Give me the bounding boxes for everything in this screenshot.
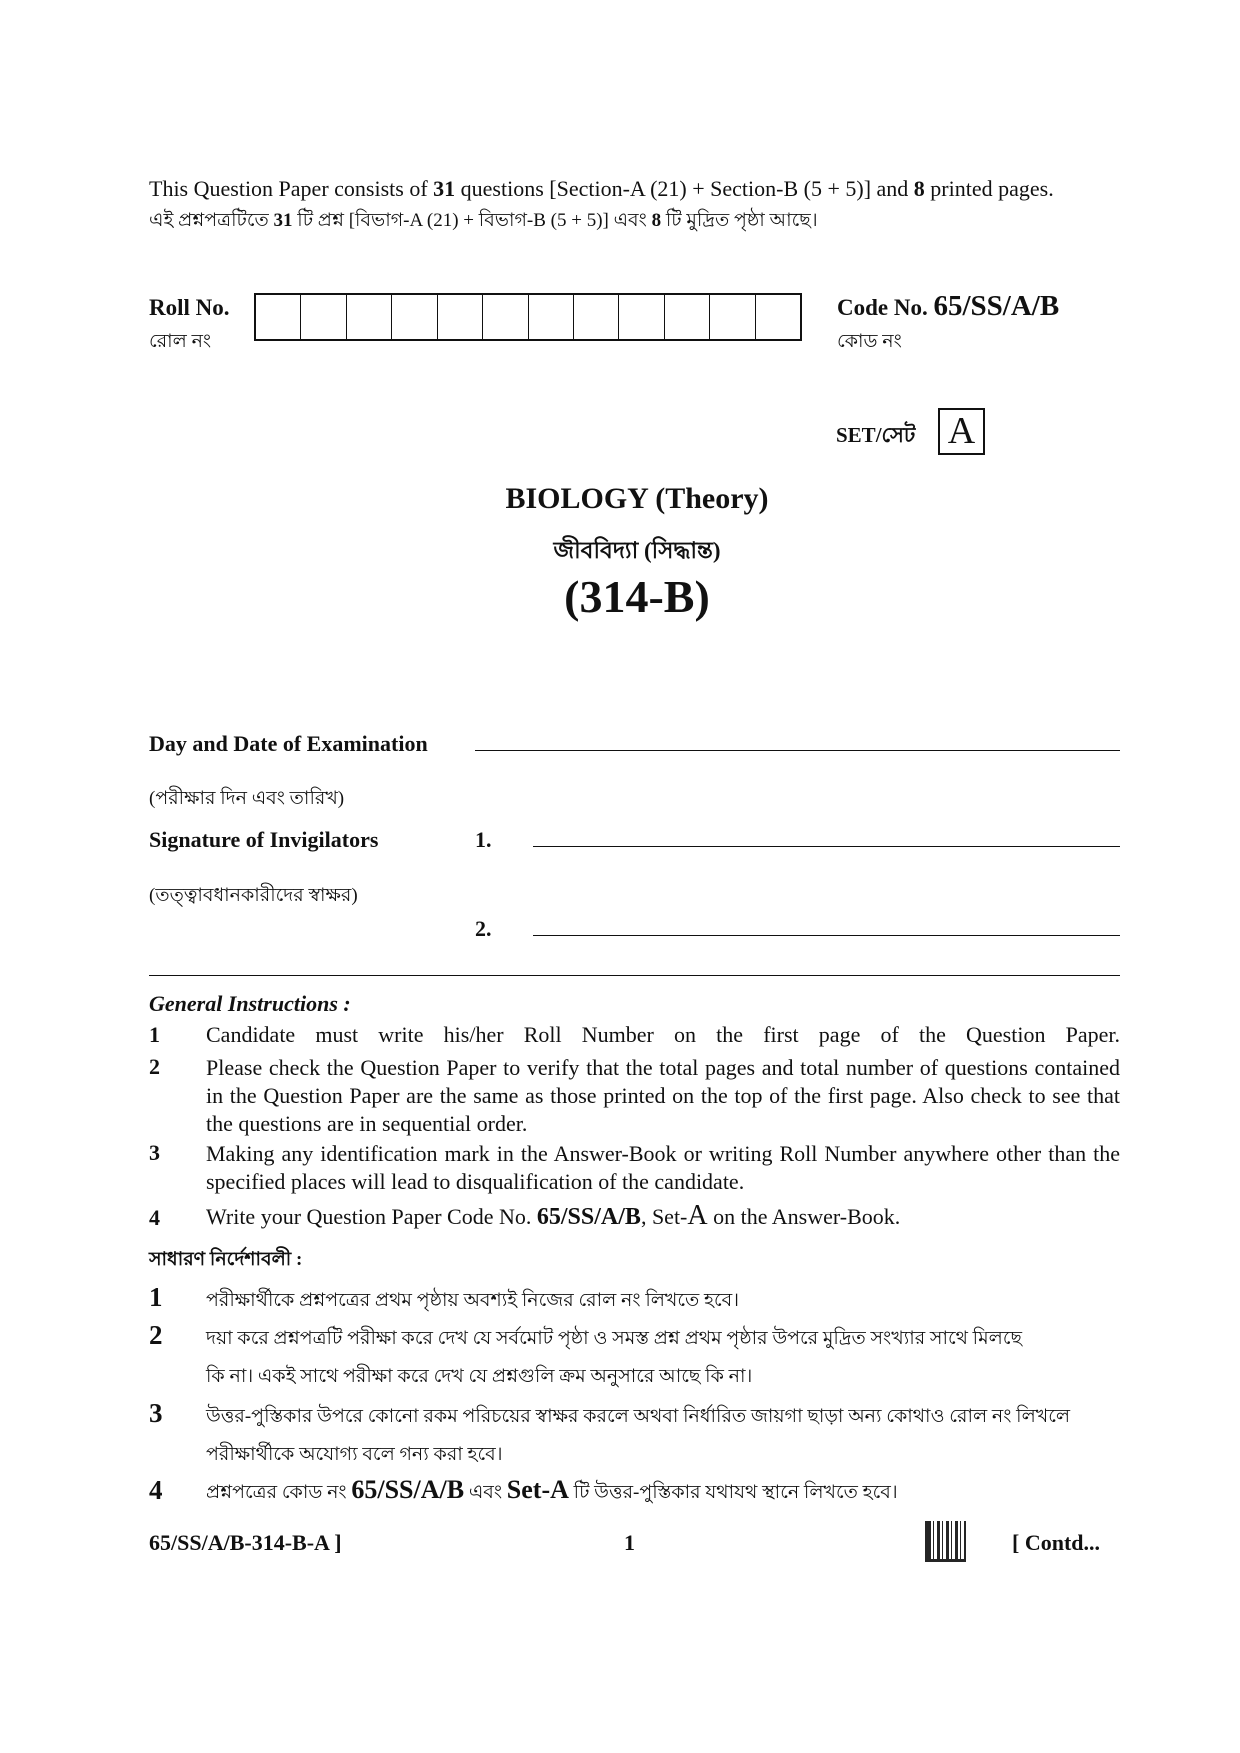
paper-summary-bn: এই প্রশ্নপত্রটিতে 31 টি প্রশ্ন [বিভাগ-A (21) + বিভাগ-B (5 + 5)] এবং 8 টি মুদ্রিত পৃষ্ঠা আছে। [149, 210, 818, 231]
instruction-text-bn: পরীক্ষার্থীকে অযোগ্য বলে গন্য করা হবে। [206, 1444, 503, 1465]
instruction-text: Write your Question Paper Code No. 65/SS/A/B, Set-A on the Answer-Book. [206, 1200, 901, 1231]
instruction-text-bn: পরীক্ষার্থীকে প্রশ্নপত্রের প্রথম পৃষ্ঠায় অবশ্যই নিজের রোল নং লিখতে হবে। [206, 1290, 740, 1311]
code-number: Code No. 65/SS/A/B [837, 290, 1060, 322]
instruction-number: 2 [149, 1054, 160, 1079]
set-value-box: A [938, 408, 985, 455]
instruction-text-bn: প্রশ্নপত্রের কোড নং 65/SS/A/B এবং Set-A টি উত্তর-পুস্তিকার যথাযথ স্থানে লিখতে হবে। [206, 1475, 898, 1504]
exam-date-line[interactable] [475, 750, 1120, 751]
paper-summary-en: This Question Paper consists of 31 questions [Section-A (21) + Section-B (5 + 5)] and 8 printed pages. [149, 176, 1054, 201]
footer-paper-code: 65/SS/A/B-314-B-A ] [149, 1530, 342, 1555]
subject-title-bn: জীববিদ্যা (সিদ্ধান্ত) [553, 538, 721, 563]
instruction-number: 3 [149, 1398, 163, 1428]
general-instructions-heading-bn: সাধারণ নির্দেশাবলী : [149, 1249, 303, 1270]
general-instructions-heading: General Instructions : [149, 991, 351, 1016]
signature-1-line[interactable] [533, 846, 1120, 847]
instruction-text: Making any identification mark in the Answer-Book or writing Roll Number anywhere other than the specified places will lead to disqualification of the candidate. [206, 1141, 1120, 1194]
instruction-text-bn: উত্তর-পুস্তিকার উপরে কোনো রকম পরিচয়ের স্বাক্ষর করলে অথবা নির্ধারিত জায়গা ছাড়া অন্য কোথাও রোল নং লিখলে [206, 1406, 1071, 1427]
roll-label: Roll No. [149, 295, 230, 320]
instruction-number: 3 [149, 1140, 160, 1165]
instruction-text-bn: কি না। একই সাথে পরীক্ষা করে দেখ যে প্রশ্নগুলি ক্রম অনুসারে আছে কি না। [206, 1366, 753, 1387]
invigilator-signature-label: Signature of Invigilators [149, 827, 379, 852]
instruction-text: Please check the Question Paper to verify that the total pages and total number of questions contained in the Question Paper are the same as those printed on the top of the first page. Also check to see that the questions are in sequential order. [206, 1055, 1120, 1136]
instruction-number: 2 [149, 1320, 163, 1350]
instruction-text: Candidate must write his/her Roll Number on the first page of the Question Paper. [206, 1022, 1120, 1047]
subject-code: (314-B) [564, 571, 710, 622]
continued-label: [ Contd... [1012, 1530, 1101, 1555]
signature-2-label: 2. [475, 916, 492, 941]
exam-date-label: Day and Date of Examination [149, 731, 428, 756]
set-label: SET/সেট [836, 423, 916, 447]
instruction-number: 1 [149, 1282, 163, 1312]
roll-label-bn: রোল নং [149, 331, 212, 352]
signature-2-line[interactable] [533, 935, 1120, 936]
code-label-bn: কোড নং [837, 331, 902, 352]
divider [149, 975, 1120, 976]
instruction-number: 4 [149, 1205, 160, 1230]
invigilator-signature-label-bn: (তত্ত্বাবধানকারীদের স্বাক্ষর) [149, 885, 358, 906]
page-number: 1 [624, 1530, 635, 1555]
instruction-text-bn: দয়া করে প্রশ্নপত্রটি পরীক্ষা করে দেখ যে সর্বমোট পৃষ্ঠা ও সমস্ত প্রশ্ন প্রথম পৃষ্ঠার উপরে মুদ্রিত সংখ্যার সাথে মিলছে [206, 1328, 1022, 1349]
roll-number-boxes[interactable] [254, 293, 802, 341]
qr-code-icon [925, 1521, 966, 1562]
signature-1-label: 1. [475, 827, 492, 852]
exam-date-label-bn: (পরীক্ষার দিন এবং তারিখ) [149, 788, 345, 809]
instruction-number: 4 [149, 1475, 163, 1505]
subject-title: BIOLOGY (Theory) [505, 482, 769, 515]
instruction-number: 1 [149, 1022, 160, 1047]
